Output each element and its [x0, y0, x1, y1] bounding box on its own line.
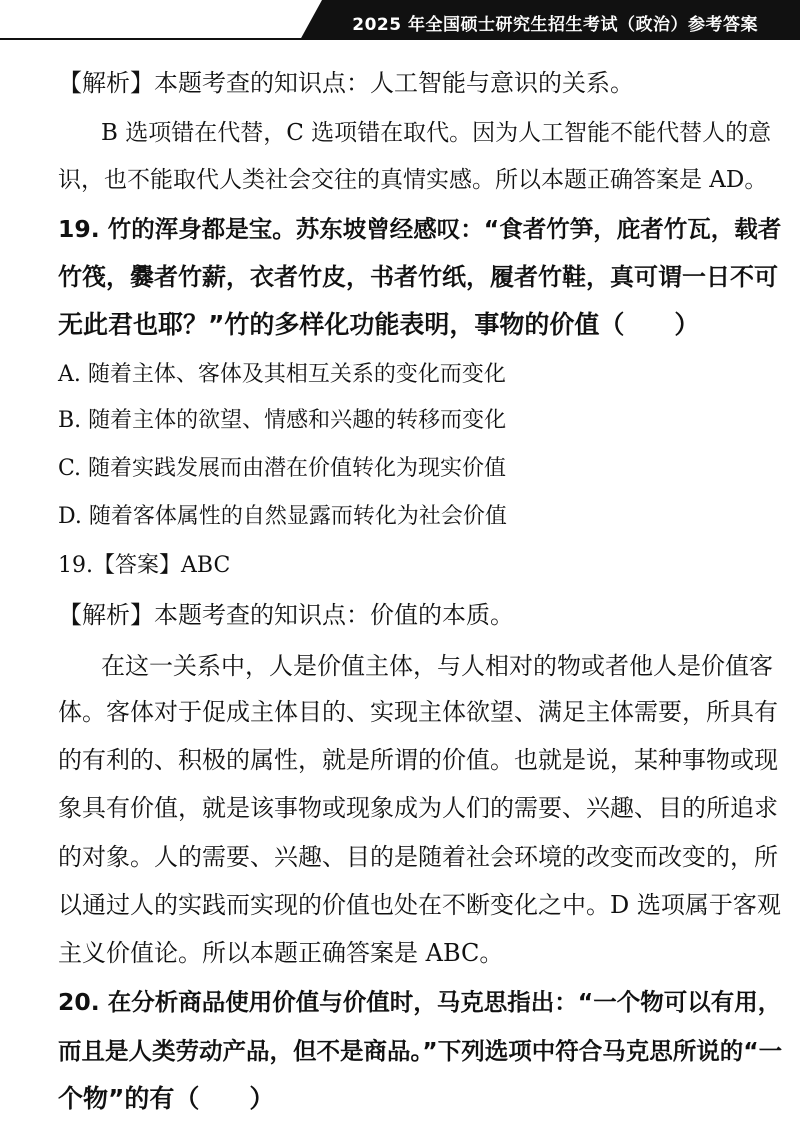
q18-analysis-label: 【解析】本题考查的知识点：人工智能与意识的关系。: [58, 69, 634, 97]
q19-analysis-line-5: 的对象。人的需要、兴趣、目的是随着社会环境的改变而改变的，所: [58, 843, 778, 871]
q19-answer: 19.【答案】ABC: [58, 553, 231, 578]
q19-analysis-line-7: 主义价值论。所以本题正确答案是 ABC。: [58, 939, 504, 967]
q19-analysis-line-6: 以通过人的实践而实现的价值也处在不断变化之中。D 选项属于客观: [58, 891, 781, 919]
q19-analysis-line-1: 在这一关系中，人是价值主体，与人相对的物或者他人是价值客: [101, 652, 773, 680]
q19-analysis-line-3: 的有利的、积极的属性，就是所谓的价值。也就是说，某种事物或现: [58, 746, 778, 774]
header-title: 2025 年全国硕士研究生招生考试（政治）参考答案: [352, 15, 758, 35]
q20-stem-line-1: 20. 在分析商品使用价值与价值时，马克思指出：“一个物可以有用，: [58, 988, 782, 1016]
q19-analysis-line-4: 象具有价值，就是该事物或现象成为人们的需要、兴趣、目的所追求: [58, 794, 778, 822]
q19-option-a: A. 随着主体、客体及其相互关系的变化而变化: [58, 362, 506, 387]
q19-analysis-line-2: 体。客体对于促成主体目的、实现主体欲望、满足主体需要，所具有: [58, 698, 778, 726]
q19-stem-line-3: 无此君也耶？”竹的多样化功能表明，事物的价值（ ）: [58, 310, 700, 339]
q19-stem-line-2: 竹筏，爨者竹薪，衣者竹皮，书者竹纸，履者竹鞋，真可谓一日不可: [58, 263, 778, 291]
page-header: [0, 0, 800, 40]
q19-stem-line-1: 19. 竹的浑身都是宝。苏东坡曾经感叹：“食者竹笋，庇者竹瓦，载者: [58, 215, 782, 243]
q19-option-c: C. 随着实践发展而由潜在价值转化为现实价值: [58, 456, 507, 481]
q19-option-d: D. 随着客体属性的自然显露而转化为社会价值: [58, 504, 507, 529]
q18-analysis-line-1: B 选项错在代替，C 选项错在取代。因为人工智能不能代替人的意: [101, 120, 772, 146]
q18-analysis-line-2: 识，也不能取代人类社会交往的真情实感。所以本题正确答案是 AD。: [58, 167, 768, 193]
q20-stem-line-3: 个物”的有（ ）: [58, 1084, 275, 1113]
q19-option-b: B. 随着主体的欲望、情感和兴趣的转移而变化: [58, 408, 507, 433]
q19-analysis-label: 【解析】本题考查的知识点：价值的本质。: [58, 601, 514, 629]
q20-stem-line-2: 而且是人类劳动产品，但不是商品。”下列选项中符合马克思所说的“一: [58, 1037, 783, 1065]
